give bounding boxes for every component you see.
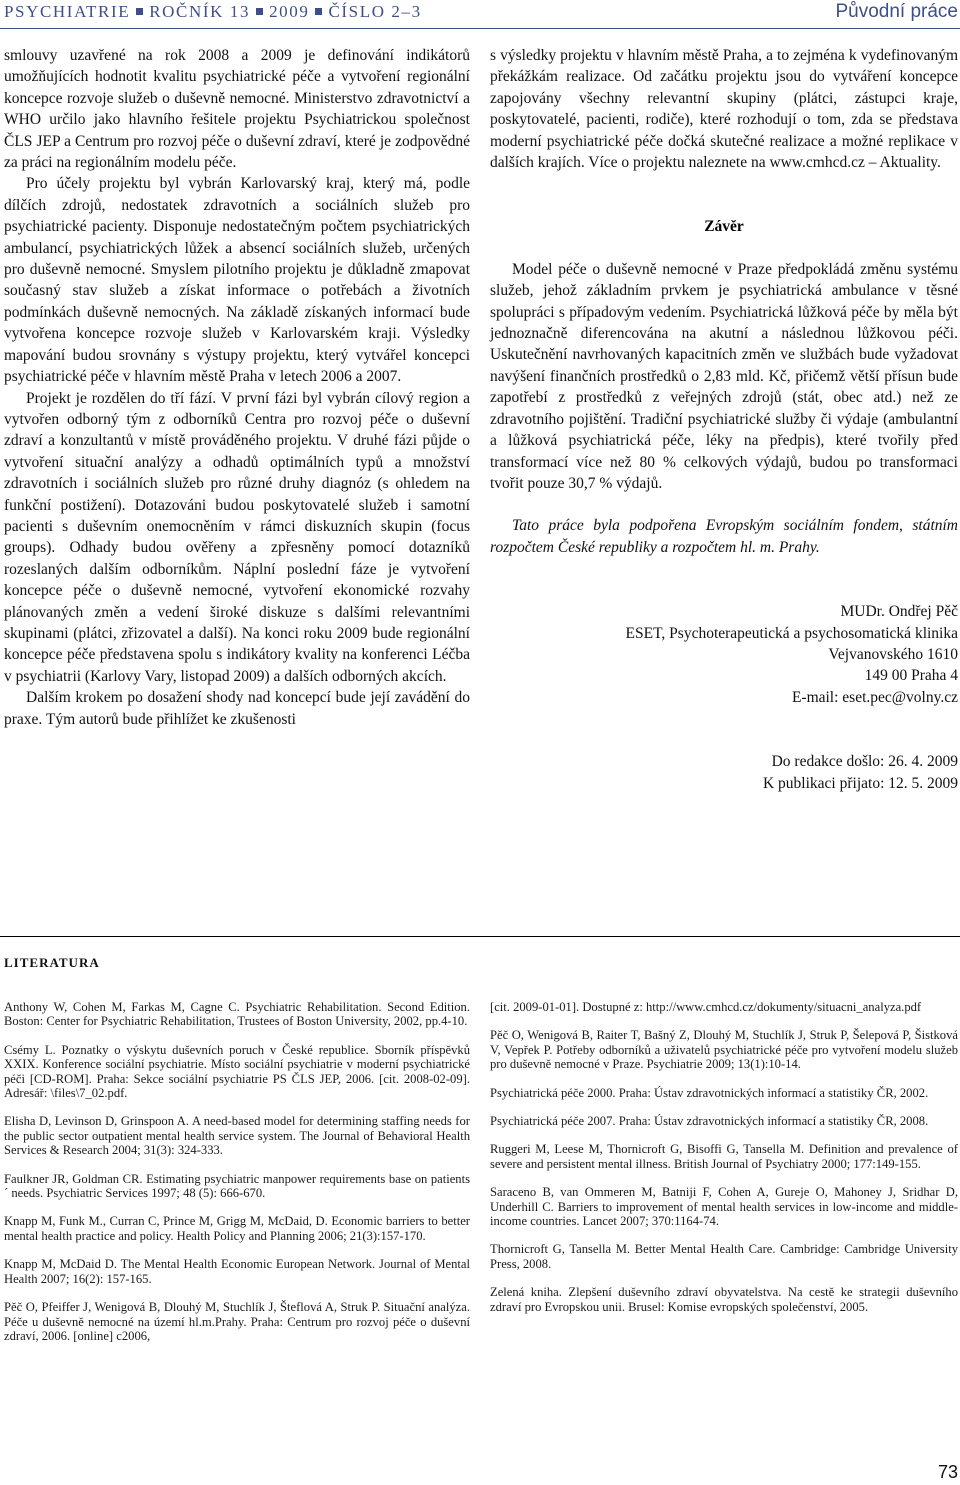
- author-email: E-mail: eset.pec@volny.cz: [791, 688, 958, 706]
- separator-square-icon: [136, 8, 143, 15]
- reference-item: Anthony W, Cohen M, Farkas M, Cagne C. Psychiatric Rehabilitation. Second Edition. Boston: Center for Psychiatric Rehabilitation, Trustees of Boston University, 2002, pp.4-10.: [4, 1000, 470, 1029]
- right-text-column: [490, 45, 958, 794]
- reference-item: Psychiatrická péče 2000. Praha: Ústav zdravotnických informací a statistiky ČR, 2002.: [490, 1085, 929, 1100]
- accepted-date: K publikaci přijato: 12. 5. 2009: [762, 774, 958, 792]
- journal-running-head: [4, 2, 422, 22]
- body-paragraph: smlouvy uzavřené na rok 2008 a 2009 je definování indikátorů umožňujících hodnotit kvalitu psychiatrické péče a vytvoření regionální koncepce rozvoje služeb o duševně nemocné. Ministerstvo zdravotnictví a WHO určilo jako hlavního řešitele projektu Psychiatrickou společnost ČLS JEP a Centrum pro rozvoj péče o duševní zdraví, které je zodpovědné za práci na regionálním modelu péče.: [4, 47, 470, 172]
- references-left-column: [4, 1000, 470, 1357]
- separator-square-icon: [256, 8, 263, 15]
- page-number: 73: [937, 1462, 958, 1482]
- left-text-column: [4, 45, 470, 730]
- section-divider: [0, 936, 960, 937]
- reference-item: Pěč O, Pfeiffer J, Wenigová B, Dlouhý M, Stuchlík J, Šteflová A, Struk P. Situační analýza. Péče u duševně nemocné na území hl.m.Prahy. Praha: Centrum pro rozvoj péče o duševní zdraví, 2006. [online] c2006,: [4, 1300, 470, 1343]
- reference-item: Pěč O, Wenigová B, Raiter T, Bašný Z, Dlouhý M, Stuchlík J, Struk P, Šelepová P, Šistková V, Vepřek P. Potřeby odborníků a uživatelů psychiatrické péče pro vytvoření modelu služeb pro duševně nemocné v Praze. Psychiatrie 2009; 13(1):10-14.: [490, 1028, 958, 1072]
- author-name: MUDr. Ondřej Pěč: [840, 603, 958, 621]
- funding-note: Tato práce byla podpořena Evropským sociálním fondem, státním rozpočtem České republiky a rozpočtem hl. m. Prahy.: [490, 517, 958, 556]
- body-paragraph: Projekt je rozdělen do tří fází. V první fázi byl vybrán cílový region a vytvořen odborný tým z odborníků Centra pro rozvoj péče o duševní zdraví a konzultantů v místě prováděného projektu. V druhé fázi půjde o vytvoření situační analýzy a odhadů optimálních typů a množství zdravotních i sociálních služeb pro různé druhy diagnóz (s ohledem na funkční postižení). Dotazováni budou poskytovatelé služeb i samotní pacienti s duševním onemocněním v rámci diskuzních skupin (focus groups). Odhady budou ověřeny a zpřesněny pomocí dotazníků rozeslaných dalším odborníkům. Náplní poslední fáze je vytvoření koncepce péče o duševně nemocné, vytvoření ekonomické rozvahy plánovaných změn a vedení široké diskuze s dalšími relevantními skupinami (plátci, zřizovatel a další). Na konci roku 2009 bude regionální koncepce péče představena spolu s indikátory kvality na konferenci Léčba v psychiatrii (Karlovy Vary, listopad 2009) a dalších odborných akcích.: [4, 389, 470, 685]
- author-street: Vejvanovského 1610: [828, 645, 958, 663]
- conclusion-paragraph: Model péče o duševně nemocné v Praze předpokládá změnu systému služeb, jehož základním prvkem je psychiatrická ambulance v těsné spolupráci s případovým vedením. Psychiatrická lůžková péče by měla být jednoznačně diferencována na akutní a následnou lůžkovou péči. Uskutečnění navrhovaných kapacitních změn ve službách bude vyžadovat navýšení finančních prostředků o 2,83 mld. Kč, přičemž větší přísun bude zapotřebí z prostředků z veřejných zdrojů (stát, obec atd.) než ze zdravotního pojištění. Tradiční psychiatrické služby či výdaje (ambulantní a lůžková psychiatrická péče, léky na předpis), které tvořily před transformací více než 80 % celkových výdajů, budou po transformaci tvořit pouze 30,7 % výdajů.: [490, 260, 958, 492]
- reference-item: Ruggeri M, Leese M, Thornicroft G, Bisoffi G, Tansella M. Definition and prevalence of severe and persistent mental illness. British Journal of Psychiatry 2000; 177:149-155.: [490, 1142, 958, 1171]
- page-header: [0, 0, 960, 29]
- body-paragraph: Dalším krokem po dosažení shody nad koncepcí bude její zavádění do praxe. Tým autorů bude přihlížet ke zkušenosti: [4, 689, 470, 728]
- conclusion-heading: Závěr: [704, 218, 744, 236]
- reference-item: Zelená kniha. Zlepšení duševního zdraví obyvatelstva. Na cestě ke strategii duševního zdraví pro Evropskou unii. Brusel: Komise evropských společenství, 2005.: [490, 1285, 958, 1314]
- issue-label: ČÍSLO 2–3: [328, 2, 422, 21]
- literature-heading: LITERATURA: [4, 955, 100, 970]
- volume-label: ROČNÍK 13: [149, 2, 251, 21]
- received-date: Do redakce došlo: 26. 4. 2009: [771, 753, 958, 771]
- author-institution: ESET, Psychoterapeutická a psychosomatická klinika: [625, 624, 958, 642]
- reference-item: Psychiatrická péče 2007. Praha: Ústav zdravotnických informací a statistiky ČR, 2008.: [490, 1114, 929, 1129]
- body-paragraph: s výsledky projektu v hlavním městě Praha, a to zejména k vydefinovaným překážkám realizace. Od začátku projektu jsou do vytváření koncepce zapojovány všechny relevantní skupiny (plátci, zástupci kraje, poskytovatelé, pacienti, rodiče), které rozhodují o tom, zda se představa moderní psychiatrické péče dočká skutečné realizace a možné replikace v dalších krajích. Více o projektu naleznete na www.cmhcd.cz – Aktuality.: [490, 47, 958, 172]
- reference-item: Saraceno B, van Ommeren M, Batniji F, Cohen A, Gureje O, Mahoney J, Sridhar D, Underhill C. Barriers to improvement of mental health services in low-income and middle-income countries. Lancet 2007; 370:1164-74.: [490, 1185, 958, 1229]
- journal-name: PSYCHIATRIE: [4, 2, 131, 21]
- reference-item: Thornicroft G, Tansella M. Better Mental Health Care. Cambridge: Cambridge University Press, 2008.: [490, 1242, 958, 1271]
- year-label: 2009: [269, 2, 310, 21]
- references-right-column: [490, 1000, 958, 1328]
- reference-item: [cit. 2009-01-01]. Dostupné z: http://www.cmhcd.cz/dokumenty/situacni_analyza.pdf: [490, 1000, 922, 1014]
- reference-item: Elisha D, Levinson D, Grinspoon A. A need-based model for determining staffing needs for the public sector outpatient mental health service system. The Journal of Behavioral Health Services & Research 2004; 31(3): 324-333.: [4, 1114, 470, 1158]
- reference-item: Knapp M, McDaid D. The Mental Health Economic European Network. Journal of Mental Health 2007; 16(2): 157-165.: [4, 1257, 470, 1286]
- reference-item: Knapp M, Funk M., Curran C, Prince M, Grigg M, McDaid, D. Economic barriers to better mental health practice and policy. Health Policy and Planning 2006; 21(3):157-170.: [4, 1214, 470, 1243]
- reference-item: Csémy L. Poznatky o výskytu duševních poruch v České republice. Sborník příspěvků XXIX. Konference sociální psychiatrie. Místo sociální psychiatrie v moderní psychiatrické péči [CD-ROM]. Praha: Sekce sociální psychiatrie PS ČLS JEP, 2006. [cit. 2008-02-09]. Adresář: \files\7_02.pdf.: [4, 1042, 470, 1101]
- section-label: Původní práce: [835, 1, 958, 22]
- body-paragraph: Pro účely projektu byl vybrán Karlovarský kraj, který má, podle dílčích zdrojů, nedostatek zdravotních a sociálních služeb pro psychiatrické pacienty. Disponuje nedostatečným počtem psychiatrických ambulancí, psychiatrických lůžek a absencí sociálních služeb, určených pro duševně nemocné. Smyslem pilotního projektu je důkladně zmapovat současný stav služeb a získat informace o potřebách a životních podmínkách duševně nemocných. Na základě získaných informací bude vytvořena koncepce rozvoje služeb v Karlovarském kraji. Výsledky mapování budou srovnány s výstupy projektu, který vytvářel koncepci psychiatrické péče v hlavním městě Praha v letech 2006 a 2007.: [4, 175, 470, 386]
- separator-square-icon: [315, 8, 322, 15]
- author-city: 149 00 Praha 4: [864, 667, 958, 685]
- reference-item: Faulkner JR, Goldman CR. Estimating psychiatric manpower requirements base on patients´ needs. Psychiatric Services 1997; 48 (5): 666-670.: [4, 1171, 470, 1201]
